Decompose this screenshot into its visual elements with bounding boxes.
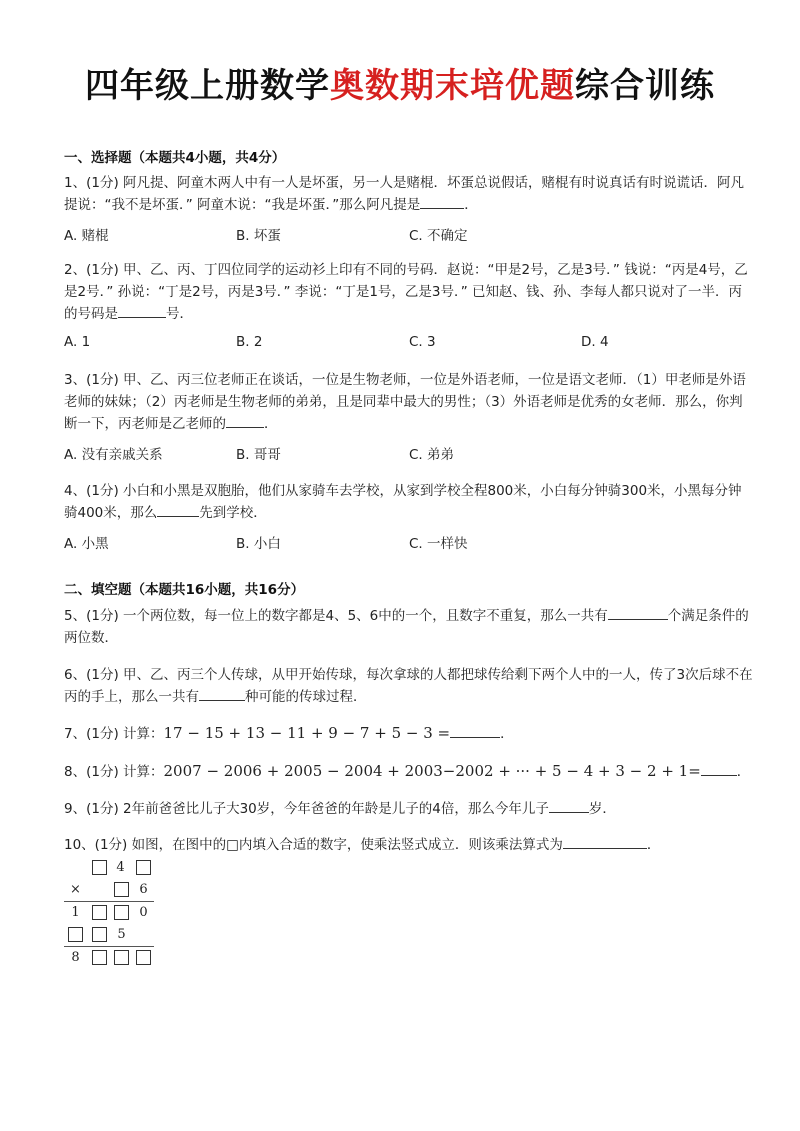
answer-blank[interactable] [701,761,737,776]
digit-8: 8 [71,950,80,965]
question-6 [64,664,754,708]
question-10-end: ． [646,837,661,853]
digit-box[interactable] [68,927,83,942]
title-part-3: 综合训练 [575,66,715,106]
option-c[interactable]: C. 弟弟 [409,447,455,463]
digit-5: 5 [117,927,126,942]
question-3-text: 3、(1分) 甲、乙、丙三位老师正在谈话，一位是生物老师，一位是外语老师，一位是语文老师．（1）甲老师是外语老师的妹妹；（2）丙老师是生物老师的弟弟，且是同辈中最大的男性；（3）外语老师是优秀的女老师．那么，你判断一下，丙老师是乙老师的 [64,372,746,432]
answer-blank[interactable] [450,723,500,738]
answer-blank[interactable] [549,798,589,813]
multiply-sign: × [70,882,81,897]
question-8-end: ． [736,764,751,780]
digit-4: 4 [116,860,125,875]
question-5 [64,605,754,649]
option-a[interactable]: A. 赌棍 [64,228,109,244]
option-a[interactable]: A. 小黑 [64,536,109,552]
digit-6: 6 [139,882,148,897]
section-1-heading: 一、选择题（本题共4小题，共4分） [64,150,286,166]
digit-box[interactable] [92,927,107,942]
rule-line-2 [64,946,154,947]
digit-0: 0 [139,905,148,920]
answer-blank[interactable] [563,834,647,849]
question-9 [64,798,754,820]
title-part-2-highlight: 奥数期末培优题 [330,66,575,106]
question-3-options [64,443,754,463]
question-2-text: 2、(1分) 甲、乙、丙、丁四位同学的运动衫上印有不同的号码．赵说：“甲是2号，乙是3号．” 钱说：“丙是4号，乙是2号．” 孙说：“丁是2号，丙是3号．” 李说：“丁是1号，乙是3号．” 已知赵、钱、孙、李每人都只说对了一半．丙的号码是 [64,262,748,322]
question-8 [64,760,754,783]
digit-box[interactable] [92,950,107,965]
rule-line-1 [64,901,154,902]
answer-blank[interactable] [226,413,264,428]
question-5-end: 个满足条件的两位数． [64,608,749,646]
question-1-text: 1、(1分) 阿凡提、阿童木两人中有一人是坏蛋，另一人是赌棍．坏蛋总说假话，赌棍有时说真话有时说谎话．阿凡提说：“我不是坏蛋．” 阿童木说：“我是坏蛋．”那么阿凡提是 [64,175,745,213]
option-b[interactable]: B. 小白 [236,536,281,552]
digit-box[interactable] [92,905,107,920]
answer-blank[interactable] [608,605,668,620]
question-10 [64,834,754,856]
question-2-end: 号． [166,306,193,322]
answer-blank[interactable] [118,303,166,318]
answer-blank[interactable] [420,194,464,209]
question-4-end: 先到学校． [199,505,267,521]
question-6-text: 6、(1分) 甲、乙、丙三个人传球，从甲开始传球，每次拿球的人都把球传给剩下两个人中的一人，传了3次后球不在丙的手上，那么一共有 [64,667,753,705]
question-1 [64,172,754,216]
digit-1: 1 [71,905,80,920]
question-6-end: 种可能的传球过程． [245,689,367,705]
question-9-end: 岁． [588,801,616,817]
answer-blank[interactable] [199,686,245,701]
question-7 [64,722,754,745]
option-b[interactable]: B. 哥哥 [236,447,281,463]
question-3 [64,369,754,435]
option-a[interactable]: A. 1 [64,334,91,350]
option-c[interactable]: C. 一样快 [409,536,468,552]
question-10-text: 10、(1分) 如图，在图中的□内填入合适的数字，使乘法竖式成立．则该乘法算式为 [64,837,563,853]
question-4-options [64,532,754,552]
question-5-text: 5、(1分) 一个两位数，每一位上的数字都是4、5、6中的一个，且数字不重复，那么一共有 [64,608,608,624]
digit-box[interactable] [114,882,129,897]
page-title [0,58,800,107]
question-2 [64,259,754,325]
option-b[interactable]: B. 坏蛋 [236,228,281,244]
question-7-expression: 17 − 15 + 13 − 11 + 9 − 7 + 5 − 3 = [163,724,451,742]
digit-box[interactable] [136,950,151,965]
question-1-end: ． [464,197,478,213]
question-8-expression: 2007 − 2006 + 2005 − 2004 + 2003−2002 + ··· + 5 − 4 + 3 − 2 + 1= [163,762,701,780]
multiplication-puzzle [64,856,164,971]
question-4-text: 4、(1分) 小白和小黑是双胞胎，他们从家骑车去学校，从家到学校全程800米，小白每分钟骑300米，小黑每分钟骑400米，那么 [64,483,742,521]
question-7-end: ． [500,726,514,742]
option-d[interactable]: D. 4 [581,334,609,350]
question-7-prefix: 7、(1分) 计算： [64,726,164,742]
question-3-end: ． [264,416,278,432]
option-c[interactable]: C. 不确定 [409,228,468,244]
question-4 [64,480,754,524]
option-b[interactable]: B. 2 [236,334,263,350]
question-2-options [64,334,754,354]
digit-box[interactable] [92,860,107,875]
digit-box[interactable] [136,860,151,875]
option-a[interactable]: A. 没有亲戚关系 [64,447,163,463]
title-part-1: 四年级上册数学 [85,66,330,106]
section-2-heading: 二、填空题（本题共16小题，共16分） [64,582,305,598]
question-8-prefix: 8、(1分) 计算： [64,764,164,780]
answer-blank[interactable] [157,502,199,517]
digit-box[interactable] [114,950,129,965]
digit-box[interactable] [114,905,129,920]
option-c[interactable]: C. 3 [409,334,436,350]
question-1-options [64,224,754,244]
question-9-text: 9、(1分) 2年前爸爸比儿子大30岁，今年爸爸的年龄是儿子的4倍，那么今年儿子 [64,801,549,817]
